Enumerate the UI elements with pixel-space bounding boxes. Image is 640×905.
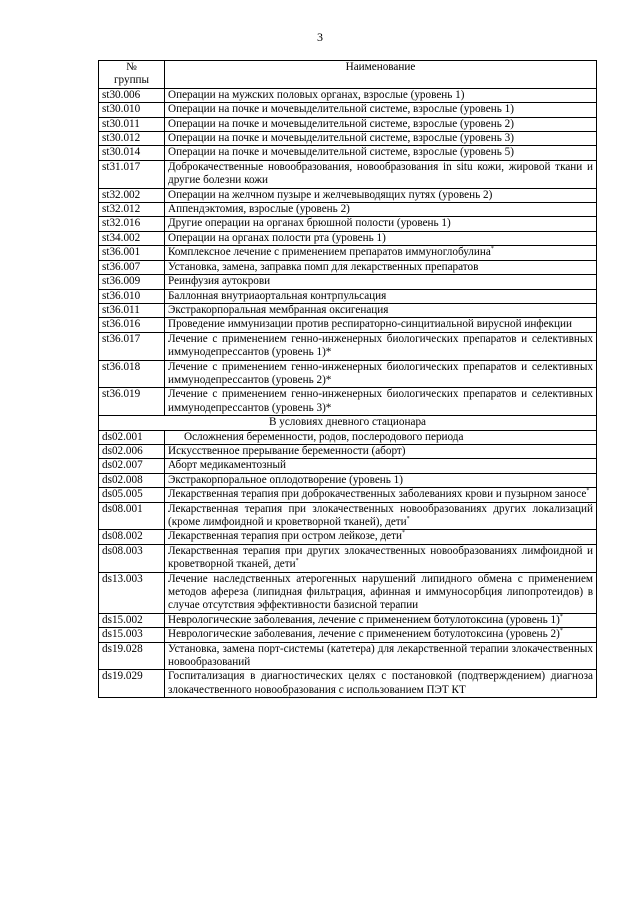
table-row	[99, 117, 597, 131]
table-row	[99, 260, 597, 274]
group-name-text: Экстракорпоральная мембранная оксигенация	[168, 303, 389, 316]
group-code: ds19.029	[99, 670, 165, 698]
group-name	[165, 444, 597, 458]
group-code: st36.007	[99, 260, 165, 274]
footnote-mark: *	[402, 530, 405, 537]
table-row	[99, 473, 597, 487]
table-row	[99, 544, 597, 572]
group-code: st36.001	[99, 246, 165, 260]
group-code: st30.006	[99, 88, 165, 102]
table-row	[99, 670, 597, 698]
group-code: ds05.005	[99, 488, 165, 502]
group-name	[165, 488, 597, 502]
group-name-text: Операции на почке и мочевыделительной системе, взрослые (уровень 1)	[168, 103, 514, 116]
table-row	[99, 360, 597, 388]
group-name	[165, 117, 597, 131]
group-name-text: Проведение иммунизации против респираторно-синцитиальной вирусной инфекции	[168, 318, 572, 331]
group-name	[165, 160, 597, 188]
group-name-text: Доброкачественные новообразования, новообразования in situ кожи, жировой ткани и другие болезни кожи	[168, 160, 593, 187]
group-code: st30.014	[99, 146, 165, 160]
group-code: st36.016	[99, 318, 165, 332]
group-code: st36.009	[99, 275, 165, 289]
group-name	[165, 275, 597, 289]
group-code: ds08.002	[99, 530, 165, 544]
group-name-text: Неврологические заболевания, лечение с применением ботулотоксина (уровень 1)	[168, 613, 560, 626]
group-code: ds15.003	[99, 628, 165, 642]
group-name-text: Лечение с применением генно-инженерных биологических препаратов и селективных иммунодепрессантов (уровень 1)*	[168, 332, 593, 359]
table-row	[99, 188, 597, 202]
table-row	[99, 444, 597, 458]
group-name	[165, 289, 597, 303]
group-name	[165, 318, 597, 332]
table-row	[99, 289, 597, 303]
group-name-text: Реинфузия аутокрови	[168, 275, 271, 288]
table-header-row	[99, 61, 597, 89]
group-code: ds15.002	[99, 613, 165, 627]
group-name-text: Аппендэктомия, взрослые (уровень 2)	[168, 203, 350, 216]
table-row	[99, 303, 597, 317]
group-name-text: Госпитализация в диагностических целях с постановкой (подтверждением) диагноза злокачественного новообразования с использованием ПЭТ КТ	[168, 670, 593, 696]
group-name-text: Установка, замена порт-системы (катетера) для лекарственной терапии злокачественных новообразований	[168, 642, 593, 669]
group-code: st30.012	[99, 132, 165, 146]
group-name	[165, 88, 597, 102]
table-row	[99, 613, 597, 627]
group-code: st30.010	[99, 103, 165, 117]
group-name-text: Лекарственная терапия при других злокачественных новообразованиях лимфоидной и кроветворной тканей, дети	[168, 544, 593, 571]
group-name	[165, 544, 597, 572]
group-code: ds02.006	[99, 444, 165, 458]
group-name	[165, 303, 597, 317]
group-name	[165, 502, 597, 530]
table-row	[99, 231, 597, 245]
footnote-mark: *	[559, 613, 563, 620]
group-code: st30.011	[99, 117, 165, 131]
group-name-text: Операции на почке и мочевыделительной системе, взрослые (уровень 5)	[168, 146, 514, 159]
group-name-text: Операции на почке и мочевыделительной системе, взрослые (уровень 3)	[168, 132, 514, 145]
group-name	[165, 217, 597, 231]
group-name	[165, 530, 597, 544]
table-row	[99, 530, 597, 544]
group-name-text: Баллонная внутриаортальная контрпульсация	[168, 289, 387, 302]
group-name-text: Осложнения беременности, родов, послеродового периода	[184, 430, 464, 443]
group-name	[165, 260, 597, 274]
group-name	[165, 360, 597, 388]
group-code: st36.019	[99, 388, 165, 416]
group-name-text: Операции на органах полости рта (уровень 1)	[168, 231, 386, 244]
table-row	[99, 628, 597, 642]
group-name	[165, 332, 597, 360]
group-name	[165, 388, 597, 416]
group-name-text: Лекарственная терапия при злокачественных новообразованиях других локализаций (кроме лимфоидной и кроветворной тканей), дети	[168, 502, 593, 528]
table-row	[99, 217, 597, 231]
group-name-text: Экстракорпоральное оплодотворение (уровень 1)	[168, 473, 404, 486]
table-row	[99, 103, 597, 117]
group-name	[165, 231, 597, 245]
group-code: st32.002	[99, 188, 165, 202]
group-code: ds08.003	[99, 544, 165, 572]
group-code: ds19.028	[99, 642, 165, 670]
group-name-text: Установка, замена, заправка помп для лекарственных препаратов	[168, 260, 479, 273]
table-body-bottom	[99, 430, 597, 698]
table-body-top	[99, 88, 597, 415]
group-name-text: Лекарственная терапия при доброкачественных заболеваниях крови и пузырном заносе	[168, 488, 587, 501]
table-row	[99, 430, 597, 444]
table-row	[99, 203, 597, 217]
table-row	[99, 318, 597, 332]
group-code: st32.012	[99, 203, 165, 217]
table-row	[99, 572, 597, 613]
table-row	[99, 160, 597, 188]
table-row	[99, 132, 597, 146]
group-code: ds02.001	[99, 430, 165, 444]
footnote-mark: *	[295, 558, 299, 565]
group-name-text: Искусственное прерывание беременности (аборт)	[168, 444, 406, 457]
group-name	[165, 628, 597, 642]
group-name-text: Операции на желчном пузыре и желчевыводящих путях (уровень 2)	[168, 188, 493, 201]
group-name-text: Операции на почке и мочевыделительной системе, взрослые (уровень 2)	[168, 117, 514, 130]
group-name	[165, 103, 597, 117]
header-name: Наименование	[165, 61, 597, 89]
table-row	[99, 88, 597, 102]
table-row	[99, 146, 597, 160]
group-code: st34.002	[99, 231, 165, 245]
table-row	[99, 246, 597, 260]
group-name-text: Лечение с применением генно-инженерных биологических препаратов и селективных иммунодепрессантов (уровень 2)*	[168, 360, 593, 386]
group-name	[165, 203, 597, 217]
group-name	[165, 572, 597, 613]
table-row	[99, 332, 597, 360]
group-name-text: Лечение с применением генно-инженерных биологических препаратов и селективных иммунодепрессантов (уровень 3)*	[168, 388, 593, 414]
group-code: st32.016	[99, 217, 165, 231]
group-name-text: Комплексное лечение с применением препаратов иммуноглобулина	[168, 246, 491, 259]
group-code: st36.010	[99, 289, 165, 303]
table-row	[99, 488, 597, 502]
group-name	[165, 132, 597, 146]
group-code: ds02.008	[99, 473, 165, 487]
group-name	[165, 430, 597, 444]
groups-table	[98, 60, 597, 698]
footnote-mark: *	[559, 628, 563, 635]
group-name	[165, 670, 597, 698]
group-name	[165, 146, 597, 160]
table-row	[99, 502, 597, 530]
table-row	[99, 642, 597, 670]
table-section	[99, 416, 597, 430]
group-name	[165, 473, 597, 487]
group-code: st36.011	[99, 303, 165, 317]
footnote-mark: *	[406, 516, 410, 522]
group-name-text: Лекарственная терапия при остром лейкозе, дети	[168, 530, 402, 543]
group-name-text: Лечение наследственных атерогенных нарушений липидного обмена с применением методов афереза (липидная фильтрация, афинная и иммуносорбция липопротеидов) в случае отсутствия эффективности базисной терапии	[168, 572, 593, 612]
table-row	[99, 388, 597, 416]
group-code: ds08.001	[99, 502, 165, 530]
group-code: ds02.007	[99, 459, 165, 473]
group-name	[165, 642, 597, 670]
group-name	[165, 246, 597, 260]
header-group-number: № группы	[99, 61, 165, 89]
group-code: st31.017	[99, 160, 165, 188]
footnote-mark: *	[586, 488, 590, 495]
table-row	[99, 459, 597, 473]
footnote-mark: *	[490, 246, 494, 253]
group-code: st36.018	[99, 360, 165, 388]
page-number: 3	[317, 30, 323, 44]
group-name-text: Аборт медикаментозный	[168, 459, 287, 472]
section-row	[99, 416, 597, 430]
group-name	[165, 188, 597, 202]
group-code: st36.017	[99, 332, 165, 360]
group-name-text: Операции на мужских половых органах, взрослые (уровень 1)	[168, 88, 465, 101]
section-title: В условиях дневного стационара	[99, 416, 597, 430]
group-name	[165, 459, 597, 473]
group-code: ds13.003	[99, 572, 165, 613]
group-name-text: Неврологические заболевания, лечение с применением ботулотоксина (уровень 2)	[168, 628, 560, 641]
group-name	[165, 613, 597, 627]
group-name-text: Другие операции на органах брюшной полости (уровень 1)	[168, 217, 451, 230]
table-row	[99, 275, 597, 289]
